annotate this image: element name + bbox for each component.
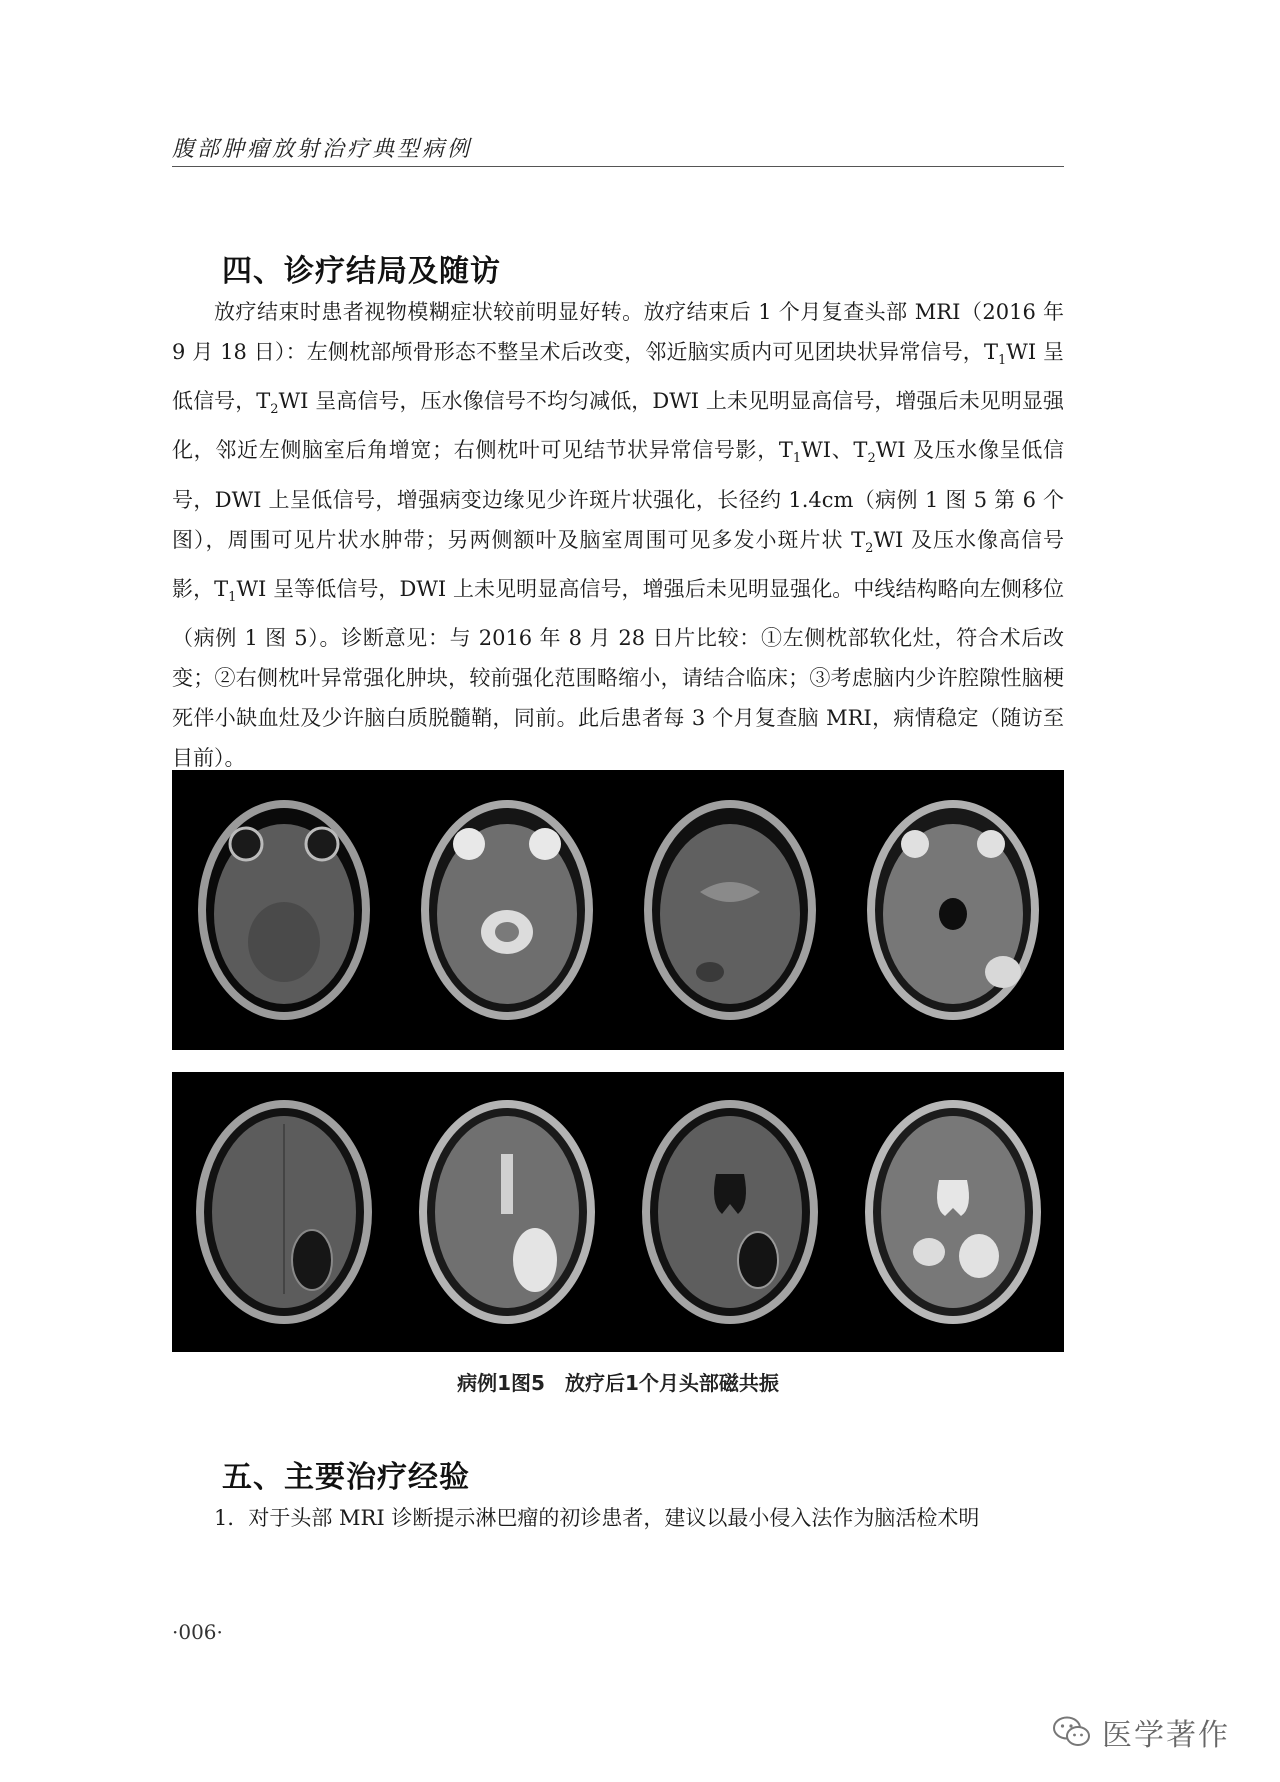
watermark [1052, 1710, 1230, 1754]
text-run: WI 及压水像高信号影，T [172, 527, 1064, 601]
wechat-icon [1052, 1715, 1092, 1749]
section-5-paragraph: 1．对于头部 MRI 诊断提示淋巴瘤的初诊患者，建议以最小侵入法作为脑活检术明 [214, 1506, 980, 1530]
header-rule [172, 166, 1064, 167]
subscript: 2 [867, 451, 876, 467]
watermark-text: 医学著作 [1102, 1718, 1230, 1753]
mri-scan-1 [184, 782, 384, 1038]
subscript: 2 [865, 540, 874, 556]
text-run: WI 及压水像呈低信号，DWI 上呈低信号，增强病变边缘见少许斑片状强化，长径约 1.4cm（病例 1 图 5 第 6 个图），周围可见片状水肿带；另两侧额叶及脑室周围可见多发小斑片状 T [172, 438, 1064, 552]
running-title: 腹部肿瘤放射治疗典型病例 [172, 137, 473, 162]
mri-scan-7 [630, 1084, 830, 1340]
subscript: 2 [270, 402, 279, 418]
mri-scan-5 [184, 1084, 384, 1340]
section-4-title: 四、诊疗结局及随访 [222, 254, 501, 289]
text-run: WI 呈等低信号，DWI 上未见明显高信号，增强后未见明显强化。中线结构略向左侧移位（病例 1 图 5）。诊断意见：与 2016 年 8 月 28 日片比较：①左侧枕部软化灶，符合术后改变；②右侧枕叶异常强化肿块，较前强化范围略缩小，请结合临床；③考虑脑内少许腔隙性脑梗死伴小缺血灶及少许脑白质脱髓鞘，同前。此后患者每 3 个月复查脑 MRI，病情稳定（随访至目前）。 [172, 576, 1064, 770]
subscript: 1 [997, 353, 1007, 369]
page-number: ·006· [172, 1620, 223, 1644]
figure-caption: 病例1图5 放疗后1个月头部磁共振 [457, 1371, 779, 1395]
mri-figure-top-row [172, 770, 1064, 1050]
text-run: WI 呈低信号，T [172, 340, 1064, 414]
mri-scan-6 [407, 1084, 607, 1340]
mri-scan-2 [407, 782, 607, 1038]
section-5-title: 五、主要治疗经验 [222, 1460, 470, 1495]
mri-figure-bottom-row [172, 1072, 1064, 1352]
mri-scan-8 [853, 1084, 1053, 1340]
subscript: 1 [228, 589, 237, 605]
subscript: 1 [792, 451, 802, 467]
text-run: WI 呈高信号，压水像信号不均匀减低，DWI 上未见明显高信号，增强后未见明显强化，邻近左侧脑室后角增宽；右侧枕叶可见结节状异常信号影，T [172, 389, 1064, 463]
mri-scan-4 [853, 782, 1053, 1038]
text-run: 放疗结束时患者视物模糊症状较前明显好转。放疗结束后 1 个月复查头部 MRI（2016 年 9 月 18 日）：左侧枕部颅骨形态不整呈术后改变，邻近脑实质内可见团块状异常信号，T [172, 300, 1064, 364]
mri-scan-3 [630, 782, 830, 1038]
section-4-paragraph [172, 292, 1064, 778]
text-run: WI、T [801, 438, 868, 463]
